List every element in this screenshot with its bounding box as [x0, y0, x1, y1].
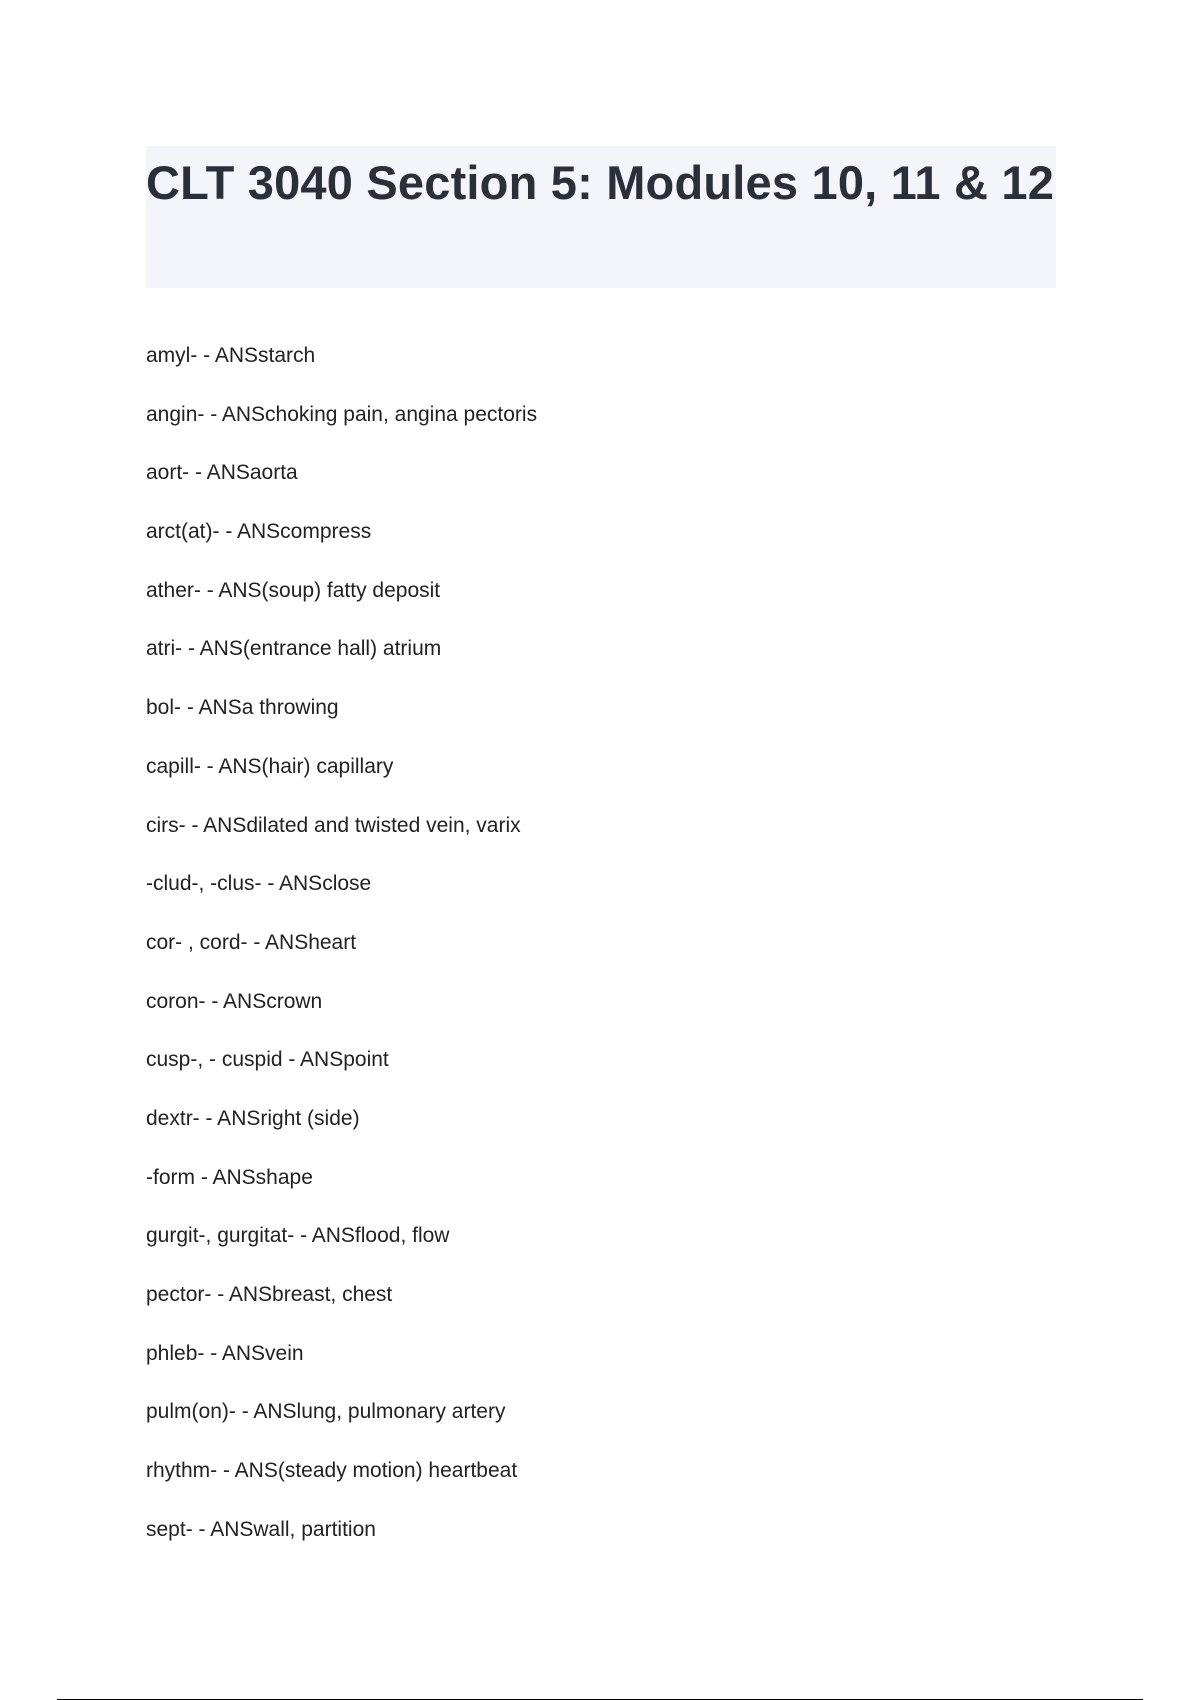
list-item: angin- - ANSchoking pain, angina pectoris	[146, 402, 538, 426]
list-item: phleb- - ANSvein	[146, 1341, 304, 1365]
list-item: pulm(on)- - ANSlung, pulmonary artery	[146, 1400, 506, 1424]
list-item: coron- - ANScrown	[146, 989, 323, 1013]
page-title: CLT 3040 Section 5: Modules 10, 11 & 12	[146, 156, 1055, 209]
list-item: ather- - ANS(soup) fatty deposit	[146, 578, 441, 602]
list-item: arct(at)- - ANScompress	[146, 520, 372, 544]
list-item: sept- - ANSwall, partition	[146, 1517, 376, 1541]
list-item: -form - ANSshape	[146, 1165, 313, 1189]
list-item: gurgit-, gurgitat- - ANSflood, flow	[146, 1224, 450, 1248]
list-item: capill- - ANS(hair) capillary	[146, 754, 394, 778]
list-item: cusp-, - cuspid - ANSpoint	[146, 1048, 389, 1072]
list-item: dextr- - ANSright (side)	[146, 1106, 360, 1130]
term-list	[146, 340, 1046, 1572]
list-item: cor- , cord- - ANSheart	[146, 930, 357, 954]
list-item: pector- - ANSbreast, chest	[146, 1283, 393, 1306]
list-item: cirs- - ANSdilated and twisted vein, varix	[146, 813, 521, 837]
list-item: -clud-, -clus- - ANSclose	[146, 872, 372, 896]
list-item: rhythm- - ANS(steady motion) heartbeat	[146, 1459, 518, 1483]
title-banner	[146, 146, 1056, 288]
list-item: atri- - ANS(entrance hall) atrium	[146, 637, 442, 661]
list-item: amyl- - ANSstarch	[146, 344, 316, 367]
list-item: aort- - ANSaorta	[146, 461, 298, 485]
list-item: bol- - ANSa throwing	[146, 696, 339, 720]
